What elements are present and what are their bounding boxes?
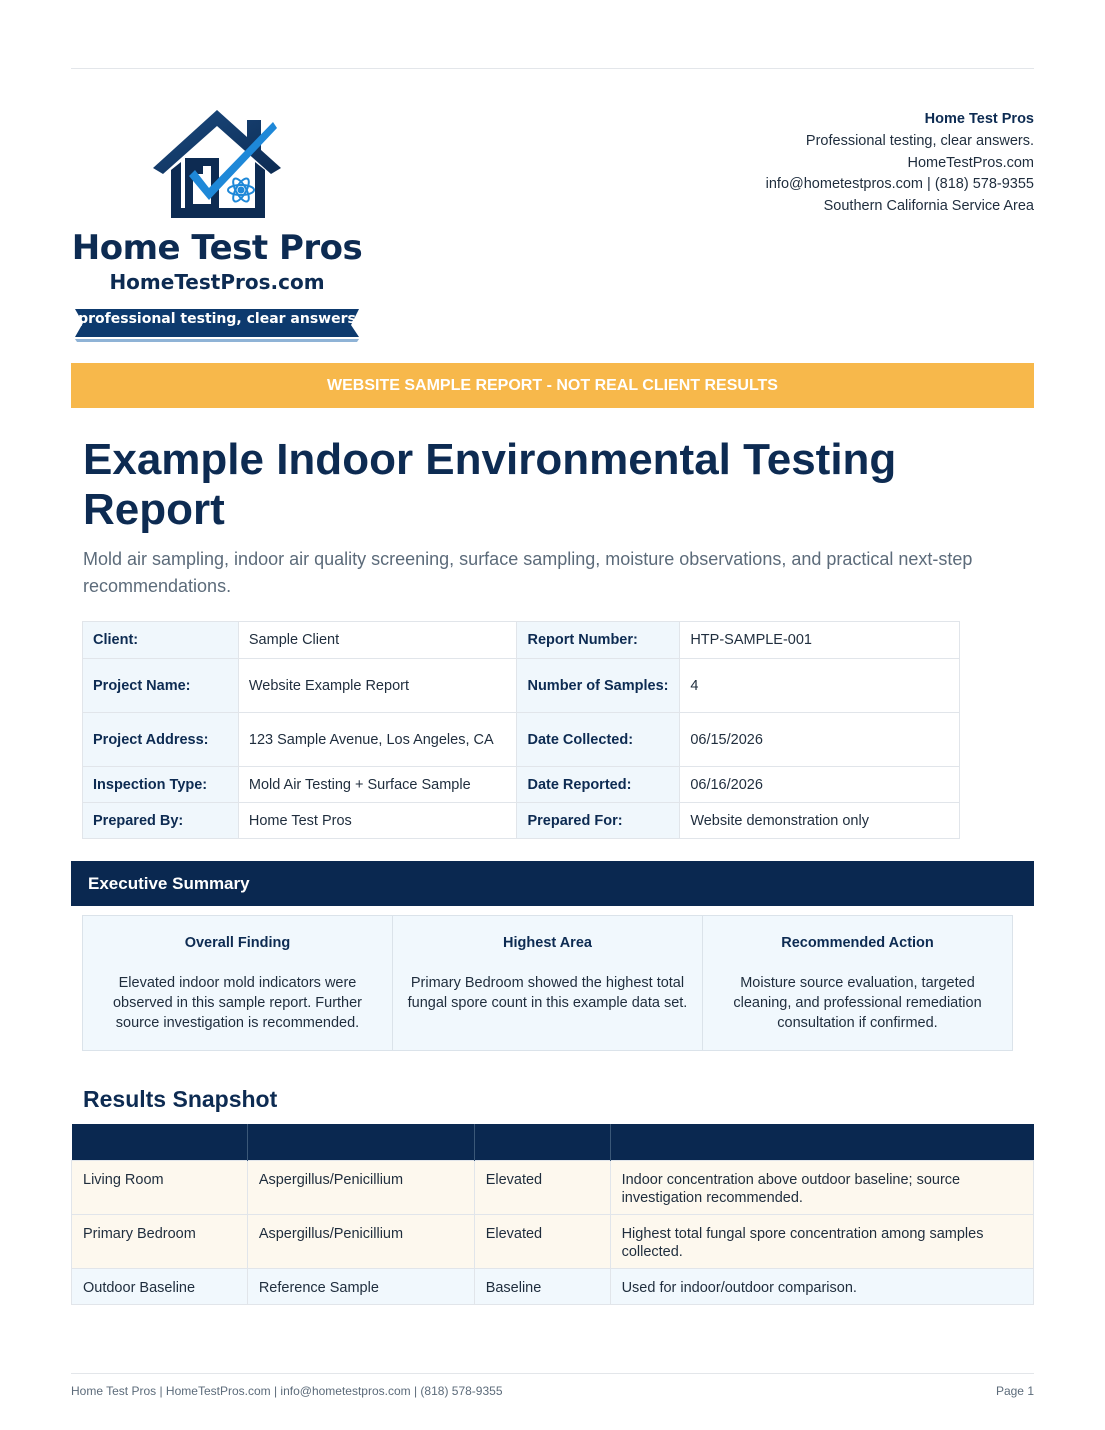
report-subtitle: Mold air sampling, indoor air quality screening, surface sampling, moisture observations, and practical next-step recommendations. — [83, 549, 973, 596]
summary-column-title: Recommended Action — [781, 935, 934, 951]
results-header-row — [72, 1124, 1034, 1160]
result-type: Aspergillus/Penicillium — [247, 1160, 474, 1214]
result-note: Used for indoor/outdoor comparison. — [610, 1268, 1033, 1304]
result-note: Highest total fungal spore concentration among samples collected. — [610, 1214, 1033, 1268]
results-header-cell — [610, 1124, 1033, 1160]
contact-service-area: Southern California Service Area — [823, 198, 1034, 215]
info-label: Prepared By: — [83, 803, 239, 839]
info-label: Project Address: — [83, 713, 239, 767]
report-title: Example Indoor Environmental Testing Report — [83, 435, 897, 534]
summary-column — [393, 916, 703, 1050]
project-info-table — [82, 621, 960, 839]
info-label: Project Name: — [83, 659, 239, 713]
logo-brand-name: Home Test Pros — [71, 228, 363, 268]
contact-website-link[interactable]: HomeTestPros.com — [907, 154, 1034, 171]
logo-website: HomeTestPros.com — [109, 270, 325, 294]
info-row — [83, 713, 960, 767]
footer-divider — [71, 1373, 1034, 1374]
results-header-cell — [247, 1124, 474, 1160]
table-row — [72, 1214, 1034, 1268]
footer-contact: Home Test Pros | HomeTestPros.com | info@hometestpros.com | (818) 578-9355 — [71, 1384, 503, 1398]
info-label: Client: — [83, 622, 239, 659]
summary-column — [83, 916, 393, 1050]
company-logo — [71, 100, 363, 345]
info-label: Number of Samples: — [517, 659, 680, 713]
info-value: 123 Sample Avenue, Los Angeles, CA — [238, 713, 517, 767]
company-contact-block — [766, 109, 1034, 218]
result-type: Aspergillus/Penicillium — [247, 1214, 474, 1268]
table-row — [72, 1160, 1034, 1214]
info-value: Home Test Pros — [238, 803, 517, 839]
info-row — [83, 622, 960, 659]
info-value: Website demonstration only — [680, 803, 960, 839]
info-value: Sample Client — [238, 622, 517, 659]
summary-column — [703, 916, 1012, 1050]
results-snapshot-heading: Results Snapshot — [83, 1086, 278, 1112]
logo-tagline: professional testing, clear answers — [78, 311, 356, 327]
info-row — [83, 803, 960, 839]
info-label: Report Number: — [517, 622, 680, 659]
info-label: Prepared For: — [517, 803, 680, 839]
page-number: Page 1 — [995, 1384, 1034, 1398]
contact-company-name: Home Test Pros — [924, 111, 1034, 127]
result-status: Elevated — [474, 1160, 610, 1214]
info-row — [83, 767, 960, 803]
top-divider — [71, 68, 1034, 69]
info-label: Date Reported: — [517, 767, 680, 803]
results-table — [71, 1124, 1034, 1305]
sample-report-banner: WEBSITE SAMPLE REPORT - NOT REAL CLIENT RESULTS — [71, 363, 1034, 408]
info-value: 06/15/2026 — [680, 713, 960, 767]
info-label: Inspection Type: — [83, 767, 239, 803]
info-value: Mold Air Testing + Surface Sample — [238, 767, 517, 803]
result-note: Indoor concentration above outdoor baseline; source investigation recommended. — [610, 1160, 1033, 1214]
info-value: 4 — [680, 659, 960, 713]
table-row — [72, 1268, 1034, 1304]
info-value: HTP-SAMPLE-001 — [680, 622, 960, 659]
contact-email-phone[interactable]: info@hometestpros.com | (818) 578-9355 — [765, 176, 1034, 193]
info-value: Website Example Report — [238, 659, 517, 713]
result-status: Elevated — [474, 1214, 610, 1268]
executive-summary-heading: Executive Summary — [71, 861, 1034, 906]
results-header-cell — [474, 1124, 610, 1160]
result-location: Living Room — [72, 1160, 248, 1214]
summary-column-title: Highest Area — [503, 935, 592, 951]
info-label: Date Collected: — [517, 713, 680, 767]
summary-column-title: Overall Finding — [184, 935, 291, 951]
logo-tagline-ribbon — [71, 305, 363, 337]
summary-column-text: Elevated indoor mold indicators were observed in this sample report. Further source investigation is recommended. — [112, 975, 363, 1031]
house-checkmark-logo-icon — [149, 106, 285, 224]
result-location: Outdoor Baseline — [72, 1268, 248, 1304]
result-location: Primary Bedroom — [72, 1214, 248, 1268]
info-row — [83, 659, 960, 713]
result-type: Reference Sample — [247, 1268, 474, 1304]
results-header-cell — [72, 1124, 248, 1160]
summary-column-text: Moisture source evaluation, targeted cleaning, and professional remediation consultation if confirmed. — [733, 975, 982, 1031]
contact-tagline: Professional testing, clear answers. — [805, 132, 1034, 149]
info-value: 06/16/2026 — [680, 767, 960, 803]
summary-column-text: Primary Bedroom showed the highest total fungal spore count in this example data set. — [407, 975, 688, 1011]
executive-summary-panel — [82, 915, 1013, 1051]
result-status: Baseline — [474, 1268, 610, 1304]
